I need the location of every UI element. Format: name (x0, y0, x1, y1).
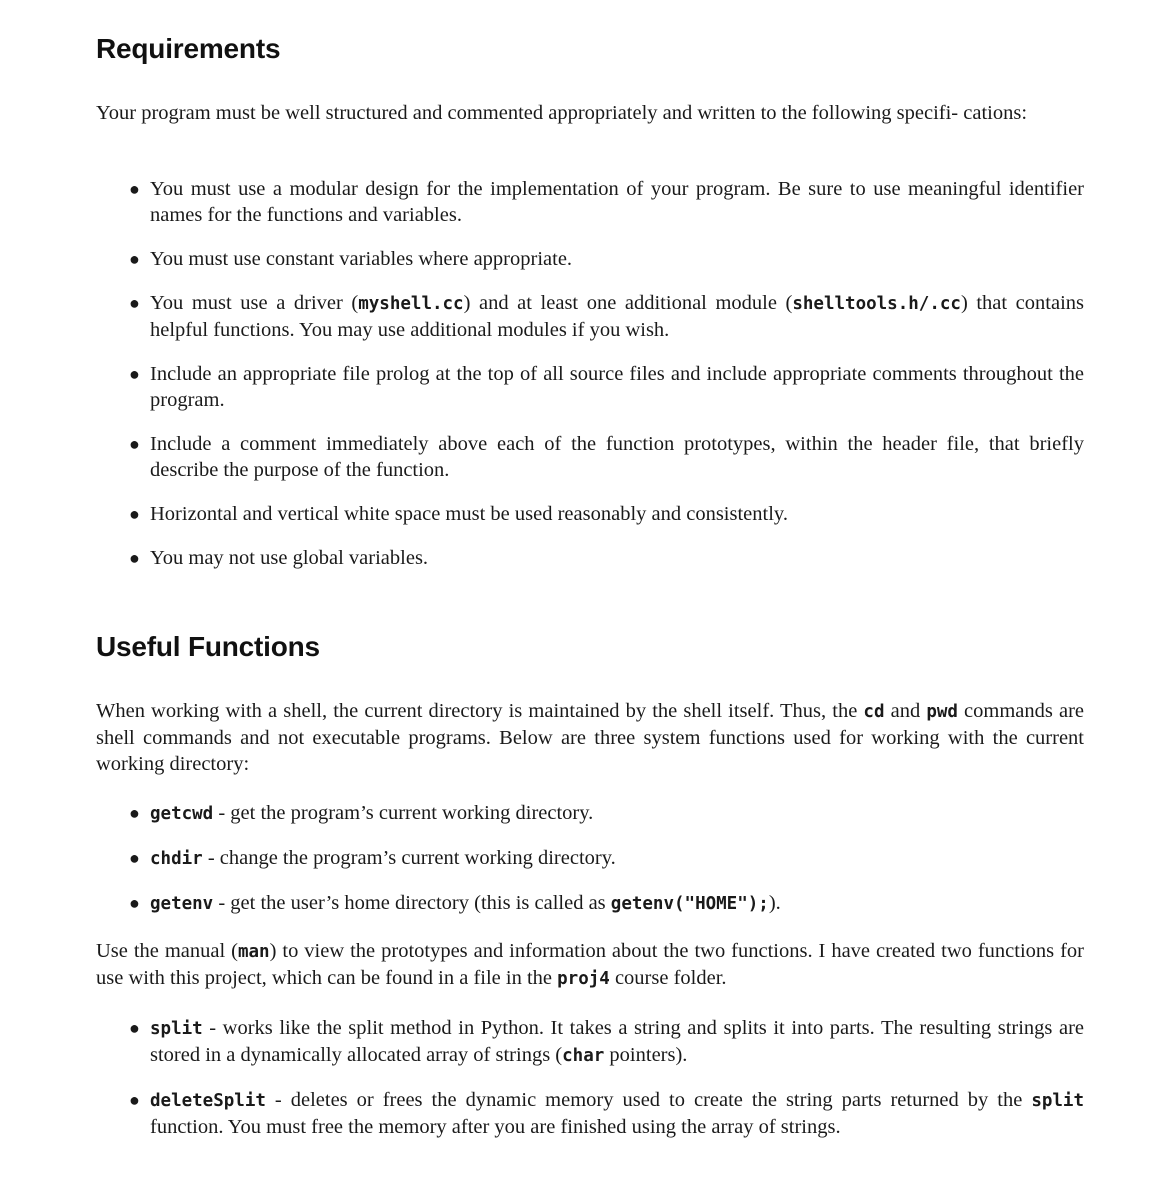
requirements-list (96, 176, 1084, 571)
code-cd: cd (863, 702, 885, 722)
list-item (129, 1015, 1084, 1069)
manual-text-pre: Use the manual ( (96, 940, 238, 962)
list-item (129, 1087, 1084, 1140)
code-shelltools: shelltools.h/.cc (792, 294, 961, 314)
code-man: man (237, 942, 270, 962)
function-desc-post: function. You must free the memory after you are finished using the array of strings. (150, 1116, 841, 1138)
manual-text-post: course folder. (609, 967, 727, 989)
code-myshell: myshell.cc (358, 294, 464, 314)
function-desc-post: pointers). (604, 1044, 688, 1066)
list-item (129, 361, 1084, 413)
requirements-heading: Requirements (96, 33, 281, 64)
list-item-text: You must use a modular design for the implementation of your program. Be sure to use meaningful identifier names for the functions and variables. (150, 178, 1084, 226)
list-item-text: You may not use global variables. (150, 547, 429, 569)
manual-text-mid: ) to view the prototypes and information about the two functions. I have created two functions for use with this project, which can be found in a file in the (96, 940, 1084, 989)
list-item (129, 501, 1084, 527)
list-item (129, 890, 1084, 917)
requirements-intro: Your program must be well structured and commented appropriately and written to the following specifi- cations: (96, 102, 1028, 124)
useful-functions-heading: Useful Functions (96, 631, 320, 662)
bullet-icon: ● (129, 249, 140, 269)
function-name: split (150, 1019, 203, 1039)
bullet-icon: ● (129, 548, 140, 568)
code-proj4: proj4 (557, 969, 610, 989)
bullet-icon: ● (129, 434, 140, 454)
bullet-icon: ● (129, 1018, 140, 1038)
list-item (129, 176, 1084, 228)
list-item-text: Include an appropriate file prolog at the top of all source files and include appropriate comments throughout the program. (150, 363, 1084, 411)
helper-functions-list (96, 1015, 1084, 1140)
list-item-text: Horizontal and vertical white space must be used reasonably and consistently. (150, 503, 788, 525)
bullet-icon: ● (129, 179, 140, 199)
list-item-text-pre: You must use a driver ( (150, 292, 359, 314)
bullet-icon: ● (129, 293, 140, 313)
intro-text-post: commands are shell commands and not executable programs. Below are three system functions used for working with the current working directory: (96, 700, 1084, 775)
bullet-icon: ● (129, 1090, 140, 1110)
intro-text-mid: and (884, 700, 927, 722)
bullet-icon: ● (129, 504, 140, 524)
list-item-text-post: ) that contains helpful functions. You may use additional modules if you wish. (150, 292, 1084, 341)
function-desc: - deletes or frees the dynamic memory used to create the string parts returned by the (265, 1089, 1032, 1111)
system-functions-list (96, 800, 1084, 917)
bullet-icon: ● (129, 893, 140, 913)
function-desc: - change the program’s current working directory. (202, 847, 616, 869)
function-desc: - works like the split method in Python. It takes a string and splits it into parts. The resulting strings are stored in a dynamically allocated array of strings ( (150, 1017, 1084, 1066)
code-split: split (1031, 1091, 1084, 1111)
list-item (129, 246, 1084, 272)
list-item (129, 800, 1084, 827)
list-item-text: Include a comment immediately above each of the function prototypes, within the header file, that briefly describe the purpose of the function. (150, 433, 1084, 481)
code-char: char (562, 1046, 605, 1066)
useful-intro (96, 698, 1084, 777)
function-name: getcwd (150, 804, 214, 824)
list-item (129, 431, 1084, 483)
function-desc: - get the user’s home directory (this is called as (213, 892, 611, 914)
bullet-icon: ● (129, 803, 140, 823)
code-pwd: pwd (926, 702, 958, 722)
intro-text-pre: When working with a shell, the current directory is maintained by the shell itself. Thus, the (96, 700, 864, 722)
function-name: getenv (150, 894, 214, 914)
list-item-text-mid: ) and at least one additional module ( (463, 292, 793, 314)
list-item (129, 845, 1084, 872)
list-item (129, 290, 1084, 343)
code-getenv-home: getenv("HOME"); (610, 894, 769, 914)
function-name: chdir (150, 849, 203, 869)
function-desc: - get the program’s current working directory. (213, 802, 594, 824)
list-item (129, 545, 1084, 571)
bullet-icon: ● (129, 364, 140, 384)
function-name: deleteSplit (150, 1091, 266, 1111)
manual-paragraph (96, 938, 1084, 992)
bullet-icon: ● (129, 848, 140, 868)
list-item-text: You must use constant variables where appropriate. (150, 248, 573, 270)
function-desc-post: ). (768, 892, 781, 914)
